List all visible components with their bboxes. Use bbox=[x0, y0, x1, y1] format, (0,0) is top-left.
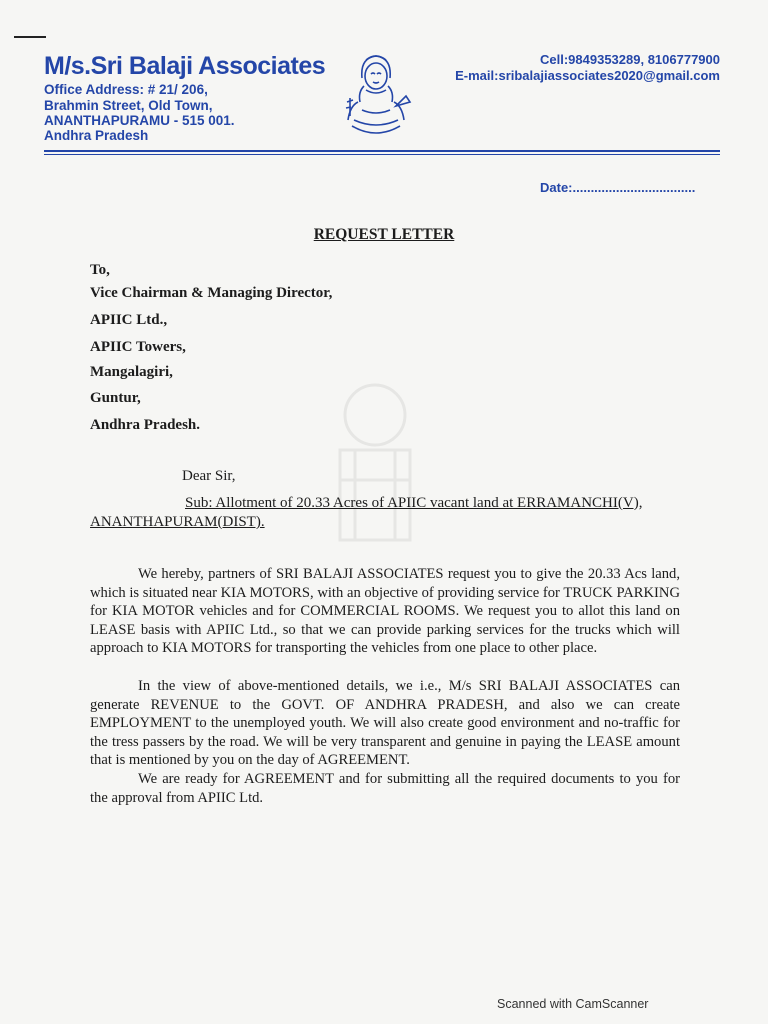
body-paragraph: We hereby, partners of SRI BALAJI ASSOCIATES request you to give the 20.33 Acs land, which is situated near KIA MOTORS, with an objective of providing service for TRUCK PARKING for KIA MOTOR vehicles and for COMMERCIAL ROOMS. We request you to allot this land on LEASE basis with APIIC Ltd., so that we can provide parking services for the trucks which will approach to KIA MOTORS for transporting the vehicles from one place to other place. bbox=[90, 566, 680, 657]
recipient-line: APIIC Towers, bbox=[90, 339, 186, 355]
header-divider bbox=[44, 150, 720, 152]
subject-line: Sub: Allotment of 20.33 Acres of APIIC vacant land at ERRAMANCHI(V), ANANTHAPURAM(DIST). bbox=[90, 495, 643, 530]
deity-illustration-icon bbox=[336, 50, 416, 145]
office-address-line: ANANTHAPURAMU - 515 001. bbox=[44, 113, 235, 128]
date-field: Date:.................................. bbox=[540, 180, 696, 195]
recipient-line: APIIC Ltd., bbox=[90, 312, 168, 328]
office-address-line: Office Address: # 21/ 206, bbox=[44, 82, 208, 97]
corner-mark bbox=[14, 36, 46, 38]
office-address-line: Andhra Pradesh bbox=[44, 128, 149, 143]
email-address: E-mail:sribalajiassociates2020@gmail.com bbox=[455, 68, 720, 83]
recipient-line: Andhra Pradesh. bbox=[90, 417, 201, 433]
recipient-line: Guntur, bbox=[90, 390, 141, 406]
scanner-footer: Scanned with CamScanner bbox=[497, 997, 649, 1011]
header-divider bbox=[44, 154, 720, 155]
salutation: Dear Sir, bbox=[182, 468, 236, 484]
office-address-line: Brahmin Street, Old Town, bbox=[44, 98, 213, 113]
recipient-line: Vice Chairman & Managing Director, bbox=[90, 285, 333, 301]
company-name: M/s.Sri Balaji Associates bbox=[44, 52, 326, 80]
letter-title: REQUEST LETTER bbox=[313, 226, 455, 243]
recipient-line: To, bbox=[90, 262, 110, 278]
body-paragraph: In the view of above-mentioned details, we i.e., M/s SRI BALAJI ASSOCIATES can generate REVENUE to the GOVT. OF ANDHRA PRADESH, and also we can create EMPLOYMENT to the unemployed youth. We will also create good environment and no-traffic for the tress passers by the road. We will be very transparent and genuine in paying the LEASE amount that is mentioned by you on the day of AGREEMENT. bbox=[90, 678, 680, 769]
body-paragraph: We are ready for AGREEMENT and for submitting all the required documents to you for the approval from APIIC Ltd. bbox=[90, 771, 680, 806]
cell-number: Cell:9849353289, 8106777900 bbox=[540, 52, 720, 67]
recipient-line: Mangalagiri, bbox=[90, 364, 173, 380]
